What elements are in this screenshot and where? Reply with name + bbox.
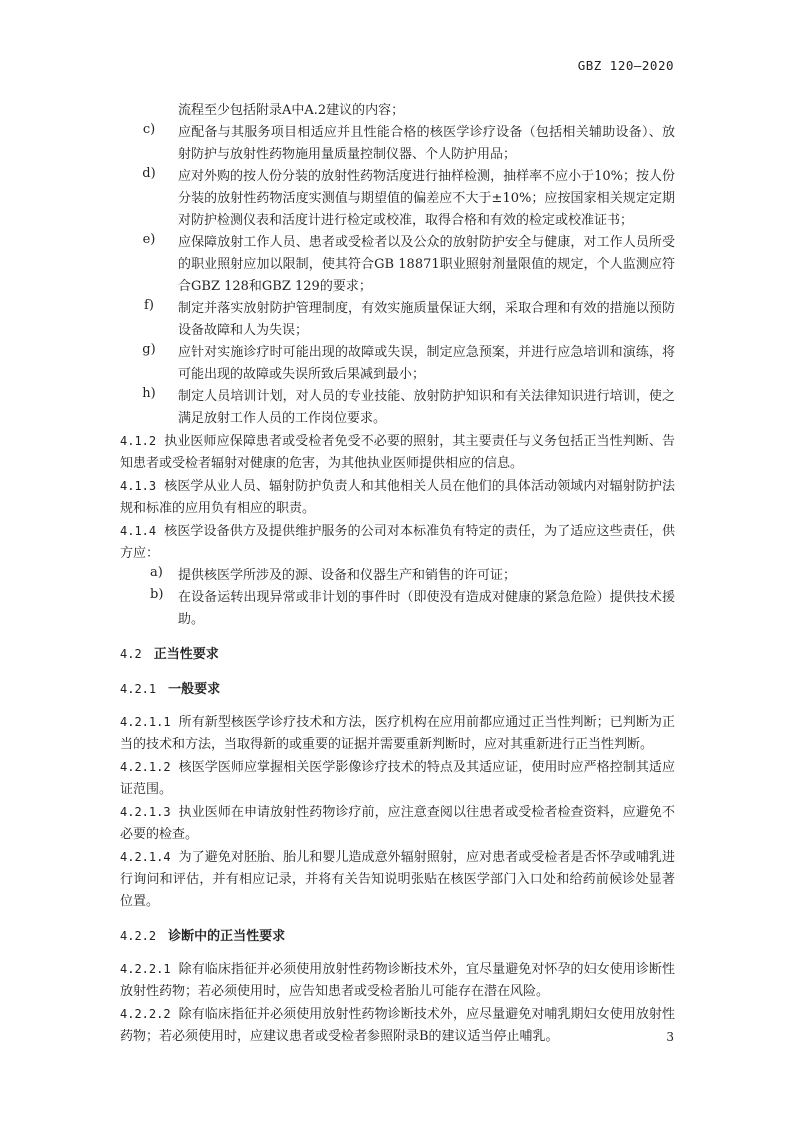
clause-4-2-2-1: 4.2.2.1 除有临床指征并必须使用放射性药物诊断技术外，宜尽量避免对怀孕的妇女使用诊断性放射性药物；若必须使用时，应告知患者或受检者胎儿可能存在潜在风险。	[120, 962, 675, 999]
continued-line: 流程至少包括附录A中A.2建议的内容；	[178, 103, 405, 118]
list-item: d) 应对外购的按人份分装的放射性药物活度进行抽样检测，抽样率不应小于10%；按人份分装的放射性药物活度实测值与期望值的偏差应不大于±10%；应按国家相关规定定期对防护检测仪表和活度计进行检定或校准，取得合格和有效的检定或校准证书；	[142, 166, 675, 228]
clause-4-2-1-4: 4.2.1.4 为了避免对胚胎、胎儿和婴儿造成意外辐射照射，应对患者或受检者是否怀孕或哺乳进行询问和评估，并有相应记录，并将有关告知说明张贴在核医学部门入口处和给药前候诊处显著位置。	[120, 850, 675, 909]
section-heading-4-2: 4.2 正当性要求	[120, 647, 219, 662]
clause-4-2-1-2: 4.2.1.2 核医学医师应掌握相关医学影像诊疗技术的特点及其适应证，使用时应严格控制其适应证范围。	[120, 760, 675, 797]
standard-code: GBZ 120—2020	[577, 58, 674, 73]
clause-4-2-1-3: 4.2.1.3 执业医师在申请放射性药物诊疗前，应注意查阅以往患者或受检者检查资料，应避免不必要的检查。	[120, 805, 675, 842]
page-number: 3	[666, 1030, 674, 1044]
clause-4-1-2: 4.1.2 执业医师应保障患者或受检者免受不必要的照射，其主要责任与义务包括正当性判断、告知患者或受检者辐射对健康的危害，为其他执业医师提供相应的信息。	[120, 434, 675, 471]
section-heading-4-2-1: 4.2.1 一般要求	[120, 682, 221, 697]
document-body	[120, 100, 675, 1048]
list-item: b) 在设备运转出现异常或非计划的事件时（即使没有造成对健康的紧急危险）提供技术援助。	[150, 587, 675, 627]
clause-4-1-3: 4.1.3 核医学从业人员、辐射防护负责人和其他相关人员在他们的具体活动领域内对辐射防护法规和标准的应用负有相应的职责。	[120, 479, 675, 516]
list-item: e) 应保障放射工作人员、患者或受检者以及公众的放射防护安全与健康，对工作人员所受的职业照射应加以限制，使其符合GB 18871职业照射剂量限值的规定，个人监测应符合GBZ 128和GBZ 129的要求；	[142, 232, 675, 294]
list-item: f) 制定并落实放射防护管理制度，有效实施质量保证大纲，采取合理和有效的措施以预防设备故障和人为失误；	[144, 298, 675, 338]
clause-4-2-2-2: 4.2.2.2 除有临床指征并必须使用放射性药物诊断技术外，应尽量避免对哺乳期妇女使用放射性药物；若必须使用时，应建议患者或受检者参照附录B的建议适当停止哺乳。	[120, 1007, 675, 1044]
clause-4-1-4: 4.1.4 核医学设备供方及提供维护服务的公司对本标准负有特定的责任，为了适应这些责任，供方应：	[120, 524, 675, 561]
list-a-b	[120, 565, 675, 631]
list-c-h	[120, 122, 675, 430]
list-item: a) 提供核医学所涉及的源、设备和仪器生产和销售的许可证；	[150, 565, 517, 583]
section-heading-4-2-2: 4.2.2 诊断中的正当性要求	[120, 929, 286, 944]
list-item: c) 应配备与其服务项目相适应并且性能合格的核医学诊疗设备（包括相关辅助设备）、放射防护与放射性药物施用量质量控制仪器、个人防护用品；	[142, 122, 675, 162]
list-item: g) 应针对实施诊疗时可能出现的故障或失误，制定应急预案，并进行应急培训和演练，将可能出现的故障或失误所致后果减到最小；	[142, 342, 675, 382]
clause-4-2-1-1: 4.2.1.1 所有新型核医学诊疗技术和方法，医疗机构在应用前都应通过正当性判断；已判断为正当的技术和方法，当取得新的或重要的证据并需要重新判断时，应对其重新进行正当性判断。	[120, 715, 675, 752]
list-item: h) 制定人员培训计划，对人员的专业技能、放射防护知识和有关法律知识进行培训，使之满足放射工作人员的工作岗位要求。	[142, 386, 675, 426]
